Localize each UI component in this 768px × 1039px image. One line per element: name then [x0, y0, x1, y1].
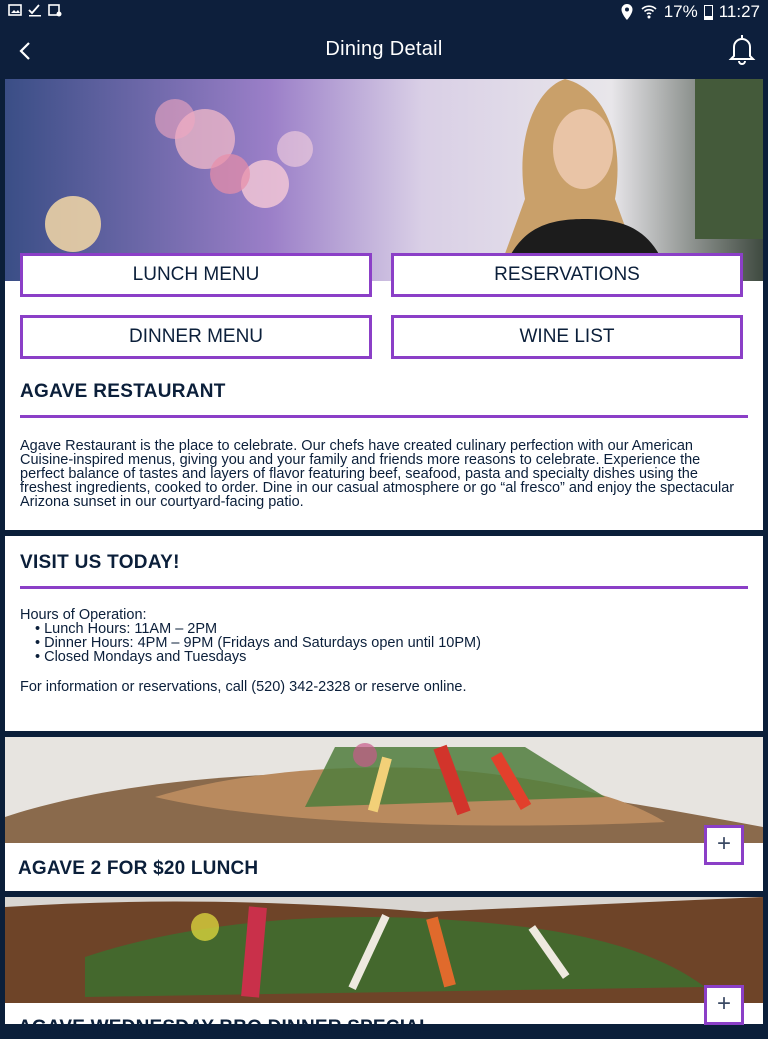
expand-button[interactable]: + [704, 825, 744, 865]
bell-icon [726, 32, 758, 66]
battery-percent: 17% [663, 2, 698, 21]
app-bar [0, 24, 768, 79]
hours-block [20, 608, 748, 664]
gallery-icon [8, 3, 22, 17]
battery-icon [704, 5, 713, 20]
status-notifications [8, 3, 62, 17]
task-done-icon [28, 3, 42, 17]
hours-list [20, 622, 748, 664]
status-bar [0, 0, 768, 24]
restaurant-name: AGAVE RESTAURANT [20, 381, 226, 402]
restaurant-description: Agave Restaurant is the place to celebrate. Our chefs have created culinary perfection with our American Cuisine-inspired menus, giving you and your family and friends more reasons to celebrate. Experience the perfect balance of tastes and layers of flavor featuring beef, seafood, pasta and specialty dishes using the freshest ingredients, cooked to order. Dine in our casual atmosphere or go “al fresco” and enjoy the spectacular Arizona sunset in our courtyard-facing patio. [20, 438, 735, 510]
contact-info: For information or reservations, call (520) 342-2328 or reserve online. [20, 679, 467, 695]
hours-heading: Hours of Operation: [20, 607, 147, 623]
hours-item-dinner: • Dinner Hours: 4PM – 9PM (Fridays and Saturdays open until 10PM) [35, 636, 748, 650]
restaurant-card [5, 79, 763, 530]
hours-item-closed: • Closed Mondays and Tuesdays [35, 650, 748, 664]
hero-image [5, 79, 763, 281]
promo-title: AGAVE WEDNESDAY BBQ DINNER SPECIAL [18, 1017, 431, 1038]
visit-card [5, 536, 763, 731]
expand-button[interactable]: + [704, 985, 744, 1025]
clock: 11:27 [718, 2, 760, 21]
calendar-icon [48, 3, 62, 17]
promo-image [5, 737, 763, 843]
visit-title: VISIT US TODAY! [20, 552, 180, 573]
lunch-menu-button[interactable]: LUNCH MENU [20, 253, 372, 297]
promo-card[interactable] [5, 897, 763, 1038]
promo-card[interactable] [5, 737, 763, 891]
wine-list-button[interactable]: WINE LIST [391, 315, 743, 359]
hours-item-lunch: • Lunch Hours: 11AM – 2PM [35, 622, 748, 636]
promo-title: AGAVE 2 FOR $20 LUNCH [18, 858, 259, 879]
page-title: Dining Detail [325, 38, 443, 60]
visit-divider [20, 586, 748, 589]
wifi-icon [640, 3, 658, 21]
notifications-button[interactable] [726, 32, 758, 66]
location-icon [620, 3, 634, 21]
reservations-button[interactable]: RESERVATIONS [391, 253, 743, 297]
promo-image [5, 897, 763, 1003]
title-divider [20, 415, 748, 418]
dinner-menu-button[interactable]: DINNER MENU [20, 315, 372, 359]
status-system [620, 2, 760, 22]
battery-fill [705, 16, 712, 18]
